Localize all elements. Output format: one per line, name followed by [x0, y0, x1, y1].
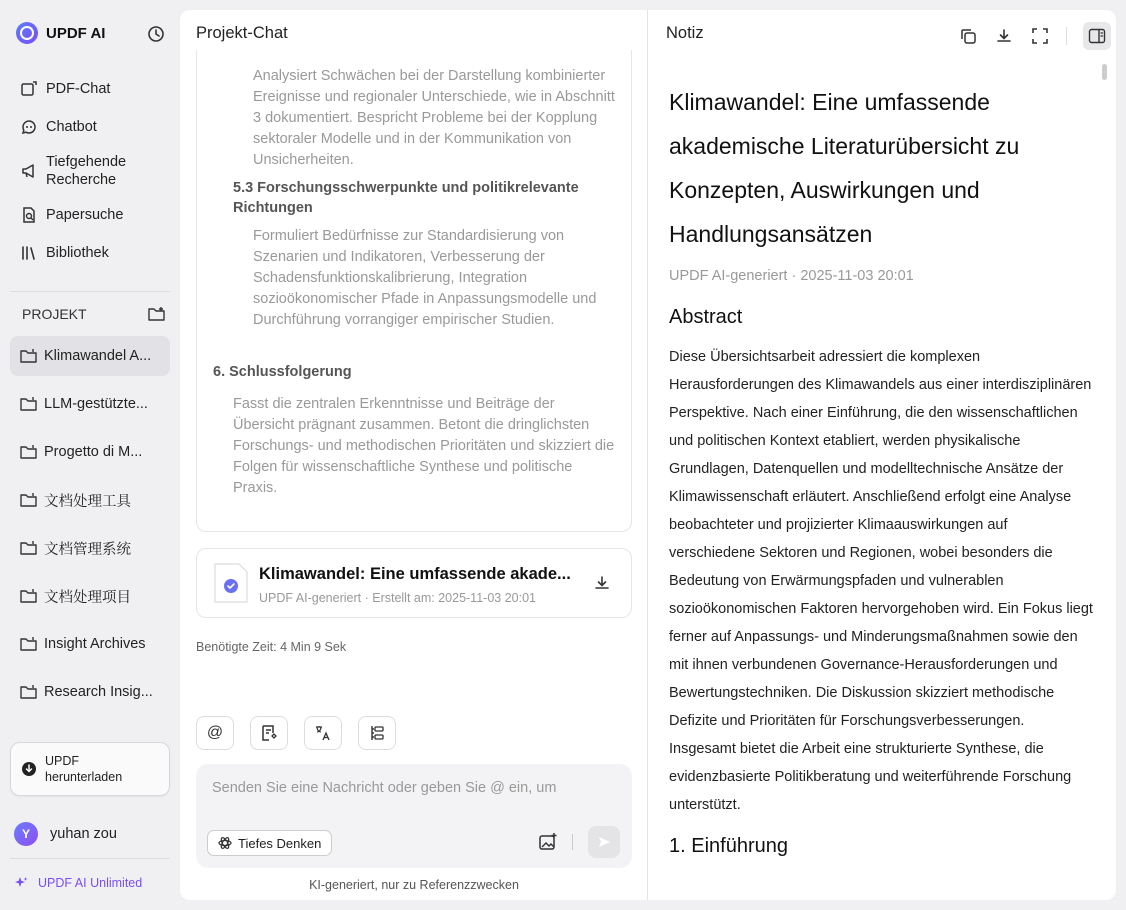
folder-icon — [20, 540, 38, 556]
project-list — [10, 336, 170, 720]
unlimited-link[interactable] — [14, 876, 142, 890]
scrollbar[interactable] — [1102, 64, 1107, 80]
section-heading: 1. Einführung — [669, 835, 788, 857]
outline-paragraph: Analysiert Schwächen bei der Darstellung kombinierter Ereignisse und regionaler Unterschiede, wie in Abschnitt 3 dokumentiert. Bespricht Probleme bei der Kopplung sektoraler Modelle und in der Kommunikation von Unsicherheiten. — [253, 68, 615, 168]
folder-icon — [20, 492, 38, 508]
document-icon — [213, 562, 249, 604]
sidebar-item-label: Bibliothek — [46, 245, 109, 261]
sidebar — [0, 0, 180, 910]
expand-icon — [1031, 27, 1049, 45]
project-item-label: 文档管理系统 — [44, 541, 131, 558]
project-item-label: Insight Archives — [44, 636, 146, 652]
project-item[interactable] — [10, 576, 170, 616]
fullscreen-button[interactable] — [1030, 26, 1050, 46]
note-edit-icon — [260, 724, 278, 742]
outline-paragraph: Fasst die zentralen Erkenntnisse und Beiträge der Übersicht prägnant zusammen. Betont die dringlichsten Forschungs- und methodischen Prioritäten und skizziert die Folgen für wissenschaftliche Synthese und politische Praxis. — [233, 396, 615, 496]
download-label: UPDF herunterladen — [45, 754, 123, 784]
project-header-label: PROJEKT — [22, 306, 87, 322]
project-item-label: LLM-gestützte... — [44, 396, 148, 412]
pdf-chat-icon — [20, 80, 38, 98]
folder-icon — [20, 636, 38, 652]
library-icon — [20, 244, 38, 262]
translate-button[interactable] — [304, 716, 342, 750]
sidebar-item-pdf-chat[interactable] — [10, 70, 170, 108]
at-icon: @ — [206, 724, 224, 741]
note-title: Notiz — [666, 24, 704, 42]
message-composer — [196, 764, 632, 868]
separator — [572, 834, 573, 850]
elapsed-time: Benötigte Zeit: 4 Min 9 Sek — [196, 640, 347, 654]
sidebar-nav — [10, 70, 170, 272]
project-header — [22, 306, 166, 322]
sidebar-item-deep-research[interactable] — [10, 146, 170, 196]
folder-icon — [20, 684, 38, 700]
note-panel — [648, 10, 1116, 900]
project-item-label: Research Insig... — [44, 684, 153, 700]
message-input[interactable]: Senden Sie eine Nachricht oder geben Sie @ ein, um — [212, 780, 557, 796]
sidebar-panel-icon — [1088, 28, 1106, 44]
megaphone-icon — [20, 162, 38, 180]
outline-icon — [368, 724, 386, 742]
document-meta: UPDF AI-generiert · 2025-11-03 20:01 — [669, 268, 914, 284]
copy-icon — [959, 27, 977, 45]
deep-thinking-label: Tiefes Denken — [238, 835, 322, 851]
panel-toggle-button[interactable] — [1083, 22, 1111, 50]
folder-icon — [20, 348, 38, 364]
download-button[interactable] — [994, 26, 1014, 46]
project-item[interactable] — [10, 480, 170, 520]
copy-button[interactable] — [958, 26, 978, 46]
sparkle-icon — [14, 876, 28, 890]
note-toolbar — [958, 22, 1111, 50]
outline-heading: 6. Schlussfolgerung — [213, 364, 352, 380]
project-item[interactable] — [10, 432, 170, 472]
note-document — [669, 80, 1095, 858]
mention-button[interactable] — [196, 716, 234, 750]
chatbot-icon — [20, 118, 38, 136]
send-icon — [597, 835, 611, 849]
sidebar-item-label: Chatbot — [46, 119, 97, 135]
sidebar-item-label: Tiefgehende Recherche — [46, 154, 127, 188]
project-item-label: 文档处理项目 — [44, 589, 131, 606]
folder-icon — [20, 444, 38, 460]
sidebar-item-chatbot[interactable] — [10, 108, 170, 146]
download-icon[interactable] — [593, 574, 611, 592]
separator — [1066, 27, 1067, 45]
document-title: Klimawandel: Eine umfassende akademische Literaturübersicht zu Konzepten, Auswirkungen und Handlungsansätzen — [669, 89, 1020, 247]
unlimited-label: UPDF AI Unlimited — [38, 876, 143, 890]
user-name: yuhan zou — [50, 826, 117, 842]
deep-thinking-toggle[interactable] — [207, 830, 332, 856]
download-circle-icon — [21, 761, 37, 777]
sidebar-item-library[interactable] — [10, 234, 170, 272]
avatar: Y — [14, 822, 38, 846]
image-upload-icon[interactable] — [538, 832, 558, 852]
composer-toolbar — [196, 716, 396, 750]
file-title: Klimawandel: Eine umfassende akade... — [259, 565, 571, 583]
project-item[interactable] — [10, 336, 170, 376]
brand-name: UPDF AI — [46, 24, 106, 42]
abstract-heading: Abstract — [669, 306, 743, 328]
project-chat-panel — [180, 10, 648, 900]
download-icon — [995, 27, 1013, 45]
project-item[interactable] — [10, 528, 170, 568]
sidebar-item-label: Papersuche — [46, 207, 124, 223]
chat-title: Projekt-Chat — [196, 24, 288, 42]
project-item[interactable] — [10, 672, 170, 712]
project-item[interactable] — [10, 384, 170, 424]
file-subtitle: UPDF AI-generiert · Erstellt am: 2025-11-03 20:01 — [259, 591, 536, 605]
project-item[interactable] — [10, 624, 170, 664]
translate-icon — [314, 724, 332, 742]
main-panel — [180, 10, 1116, 900]
response-card — [196, 50, 632, 532]
project-item-label: Progetto di M... — [44, 444, 143, 460]
outline-heading: 5.3 Forschungsschwerpunkte und politikrelevante Richtungen — [233, 180, 579, 216]
sidebar-item-label: PDF-Chat — [46, 81, 111, 97]
abstract-paragraph: Diese Übersichtsarbeit adressiert die komplexen Herausforderungen des Klimawandels aus einer interdisziplinären Perspektive. Nach einer Einführung, die den wissenschaftlichen und politischen Kontext etabliert, werden physikalische Grundlagen, Datenquellen und modelltechnische Ansätze der Klimawissenschaft erläutert. Anschließend erfolgt eine Analyse beobachteter und projizierter Klimaauswirkungen auf verschiedene Sektoren und Regionen, wobei besonders die Bedeutung von Erwärmungspfaden und vulnerablen sozioökonomischen Faktoren hervorgehoben wird. Ein Fokus liegt ferner auf Anpassungs- und Minderungsmaßnahmen sowie den mit ihnen verbundenen Governance-Herausforderungen und Bewertungstechniken. Die Diskussion skizziert methodische Defizite und Prioritäten für Forschungsverbesserungen. Insgesamt bietet die Arbeit eine strukturierte Synthese, die evidenzbasierte Politikberatung und weiterführende Forschung unterstützt. — [669, 349, 1093, 813]
brand[interactable] — [16, 22, 105, 44]
divider — [10, 291, 170, 292]
project-item-label: 文档处理工具 — [44, 493, 131, 510]
sidebar-item-paper-search[interactable] — [10, 196, 170, 234]
download-updf-button[interactable] — [10, 742, 170, 796]
atom-icon — [218, 836, 232, 850]
outline-button[interactable] — [358, 716, 396, 750]
disclaimer: KI-generiert, nur zu Referenzzwecken — [309, 878, 519, 892]
prompt-button[interactable] — [250, 716, 288, 750]
updf-logo-icon — [16, 22, 38, 44]
user-profile[interactable] — [14, 822, 117, 846]
generated-file-card[interactable] — [196, 548, 632, 618]
history-icon[interactable] — [146, 24, 166, 44]
send-button[interactable] — [588, 826, 620, 858]
paper-search-icon — [20, 206, 38, 224]
folder-icon — [20, 396, 38, 412]
folder-icon — [20, 588, 38, 604]
divider — [10, 858, 170, 859]
project-item-label: Klimawandel A... — [44, 348, 152, 364]
outline-paragraph: Formuliert Bedürfnisse zur Standardisierung von Szenarien und Indikatoren, Verbesserung der Schadensfunktionskalibrierung, Integration sozioökonomischer Pfade in Anpassungsmodelle und Durchführung vorrangiger empirischer Studien. — [253, 228, 597, 328]
new-folder-icon[interactable] — [148, 306, 166, 322]
